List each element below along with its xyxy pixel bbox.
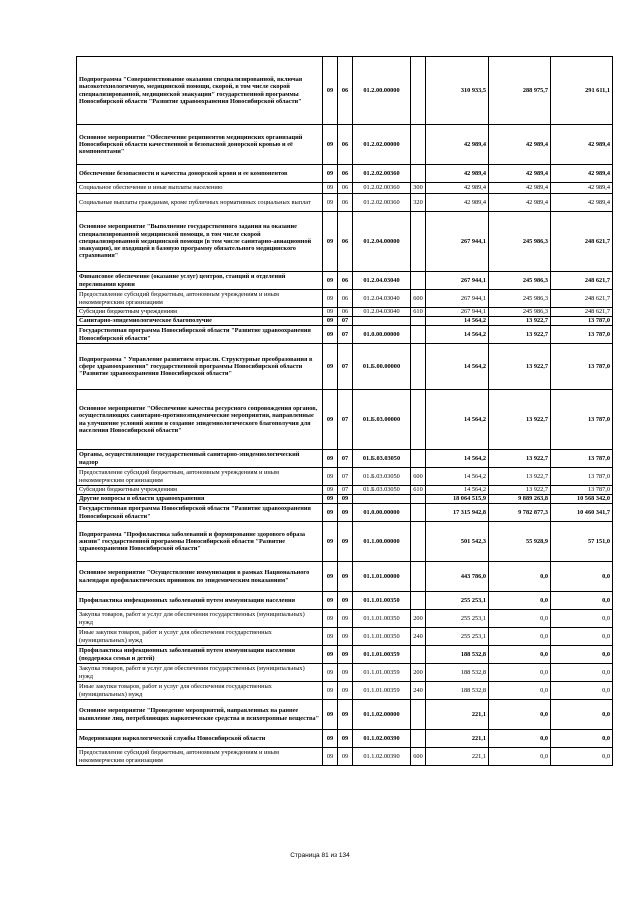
target-article-code: 01.2.02.00360 — [353, 183, 411, 194]
amount-year-1: 221,1 — [426, 730, 489, 748]
section-code: 09 — [323, 125, 338, 165]
target-article-code: 01.1.01.00350 — [353, 592, 411, 610]
expense-type-code — [411, 592, 426, 610]
expense-type-code: 300 — [411, 183, 426, 194]
amount-year-1: 42 989,4 — [426, 183, 489, 194]
subsection-code: 06 — [338, 194, 353, 212]
expense-type-code — [411, 272, 426, 290]
amount-year-1: 17 315 942,8 — [426, 504, 489, 522]
expense-type-code — [411, 390, 426, 450]
subsection-code: 09 — [338, 664, 353, 682]
section-code: 09 — [323, 646, 338, 664]
row-name: Модернизация наркологической службы Новосибирской области — [77, 730, 323, 748]
section-code: 09 — [323, 450, 338, 468]
section-code: 09 — [323, 504, 338, 522]
row-name: Социальное обеспечение и иные выплаты населению — [77, 183, 323, 194]
subsection-code: 06 — [338, 290, 353, 308]
amount-year-1: 255 253,1 — [426, 628, 489, 646]
section-code: 09 — [323, 748, 338, 766]
target-article-code: 01.2.04.00000 — [353, 212, 411, 272]
subsection-code: 09 — [338, 610, 353, 628]
subsection-code: 06 — [338, 165, 353, 183]
amount-year-2: 13 922,7 — [489, 390, 551, 450]
target-article-code: 01.1.01.00000 — [353, 562, 411, 592]
subsection-code: 06 — [338, 125, 353, 165]
amount-year-2: 13 922,7 — [489, 344, 551, 390]
section-code: 09 — [323, 628, 338, 646]
section-code: 09 — [323, 522, 338, 562]
section-code: 09 — [323, 592, 338, 610]
expense-type-code — [411, 212, 426, 272]
table-row — [77, 326, 613, 344]
table-row — [77, 194, 613, 212]
amount-year-2: 288 975,7 — [489, 57, 551, 125]
amount-year-3: 0,0 — [551, 628, 613, 646]
section-code: 09 — [323, 664, 338, 682]
target-article-code: 01.Б.03.00000 — [353, 390, 411, 450]
table-row — [77, 390, 613, 450]
amount-year-3: 0,0 — [551, 610, 613, 628]
amount-year-3: 291 611,1 — [551, 57, 613, 125]
row-name: Предоставление субсидий бюджетным, автономным учреждениям и иным некоммерческим организациям — [77, 748, 323, 766]
row-name: Государственная программа Новосибирской области "Развитие здравоохранения Новосибирской области" — [77, 504, 323, 522]
target-article-code: 01.1.01.00350 — [353, 628, 411, 646]
table-row — [77, 610, 613, 628]
amount-year-2: 42 989,4 — [489, 125, 551, 165]
amount-year-3: 0,0 — [551, 748, 613, 766]
section-code: 09 — [323, 326, 338, 344]
amount-year-2: 9 782 877,3 — [489, 504, 551, 522]
amount-year-3: 10 568 342,0 — [551, 495, 613, 504]
table-row — [77, 682, 613, 700]
amount-year-3: 13 787,0 — [551, 450, 613, 468]
row-name: Государственная программа Новосибирской области "Развитие здравоохранения Новосибирской области" — [77, 326, 323, 344]
row-name: Основное мероприятие "Проведение мероприятий, направленных на раннее выявление лиц, потребляющих наркотические средства и психотропные вещества" — [77, 700, 323, 730]
target-article-code: 01.1.02.00000 — [353, 700, 411, 730]
budget-table — [76, 56, 613, 766]
amount-year-2: 0,0 — [489, 628, 551, 646]
target-article-code: 01.2.02.00000 — [353, 125, 411, 165]
amount-year-2: 0,0 — [489, 730, 551, 748]
amount-year-3: 248 621,7 — [551, 212, 613, 272]
expense-type-code — [411, 165, 426, 183]
subsection-code: 09 — [338, 628, 353, 646]
section-code: 09 — [323, 610, 338, 628]
row-name: Субсидии бюджетным учреждениям — [77, 308, 323, 317]
target-article-code: 01.2.04.03040 — [353, 290, 411, 308]
subsection-code: 09 — [338, 504, 353, 522]
amount-year-3: 0,0 — [551, 646, 613, 664]
subsection-code: 07 — [338, 486, 353, 495]
target-article-code: 01.2.04.03040 — [353, 272, 411, 290]
amount-year-1: 221,1 — [426, 700, 489, 730]
amount-year-1: 14 564,2 — [426, 486, 489, 495]
table-row — [77, 700, 613, 730]
table-row — [77, 468, 613, 486]
section-code: 09 — [323, 308, 338, 317]
amount-year-1: 267 944,1 — [426, 308, 489, 317]
subsection-code: 07 — [338, 450, 353, 468]
table-row — [77, 272, 613, 290]
row-name: Подпрограмма "Профилактика заболеваний и формирование здорового образа жизни" государственной программы Новосибирской области "Развитие здравоохранения Новосибирской области" — [77, 522, 323, 562]
expense-type-code — [411, 317, 426, 326]
amount-year-2: 0,0 — [489, 646, 551, 664]
expense-type-code: 600 — [411, 748, 426, 766]
section-code: 09 — [323, 390, 338, 450]
target-article-code: 01.1.02.00390 — [353, 730, 411, 748]
target-article-code — [353, 317, 411, 326]
amount-year-2: 55 928,9 — [489, 522, 551, 562]
target-article-code: 01.Б.03.03050 — [353, 486, 411, 495]
subsection-code: 06 — [338, 272, 353, 290]
table-row — [77, 183, 613, 194]
amount-year-2: 0,0 — [489, 562, 551, 592]
amount-year-2: 245 986,3 — [489, 308, 551, 317]
subsection-code: 07 — [338, 317, 353, 326]
amount-year-1: 188 532,8 — [426, 682, 489, 700]
table-row — [77, 165, 613, 183]
amount-year-1: 221,1 — [426, 748, 489, 766]
table-row — [77, 628, 613, 646]
amount-year-2: 13 922,7 — [489, 326, 551, 344]
expense-type-code — [411, 562, 426, 592]
amount-year-1: 501 542,3 — [426, 522, 489, 562]
target-article-code: 01.Б.03.03050 — [353, 450, 411, 468]
table-row — [77, 308, 613, 317]
expense-type-code — [411, 646, 426, 664]
amount-year-2: 9 889 263,8 — [489, 495, 551, 504]
subsection-code: 09 — [338, 748, 353, 766]
table-row — [77, 57, 613, 125]
amount-year-3: 248 621,7 — [551, 290, 613, 308]
table-row — [77, 646, 613, 664]
amount-year-1: 18 064 515,9 — [426, 495, 489, 504]
target-article-code: 01.2.02.00360 — [353, 165, 411, 183]
amount-year-2: 0,0 — [489, 592, 551, 610]
target-article-code: 01.2.04.03040 — [353, 308, 411, 317]
amount-year-1: 267 944,1 — [426, 290, 489, 308]
amount-year-1: 14 564,2 — [426, 326, 489, 344]
amount-year-3: 0,0 — [551, 682, 613, 700]
subsection-code: 09 — [338, 646, 353, 664]
table-body — [77, 57, 613, 766]
subsection-code: 09 — [338, 682, 353, 700]
target-article-code: 01.1.00.00000 — [353, 522, 411, 562]
subsection-code: 09 — [338, 730, 353, 748]
table-row — [77, 450, 613, 468]
amount-year-2: 0,0 — [489, 664, 551, 682]
amount-year-3: 248 621,7 — [551, 308, 613, 317]
expense-type-code: 240 — [411, 628, 426, 646]
subsection-code: 07 — [338, 390, 353, 450]
section-code: 09 — [323, 194, 338, 212]
subsection-code: 07 — [338, 468, 353, 486]
expense-type-code: 200 — [411, 664, 426, 682]
amount-year-3: 42 989,4 — [551, 165, 613, 183]
row-name: Предоставление субсидий бюджетным, автономным учреждениям и иным некоммерческим организациям — [77, 290, 323, 308]
section-code: 09 — [323, 317, 338, 326]
section-code: 09 — [323, 730, 338, 748]
expense-type-code — [411, 522, 426, 562]
expense-type-code: 610 — [411, 486, 426, 495]
row-name: Основное мероприятие "Выполнение государственного задания на оказание специализированной медицинской помощи, в том числе скорой специализированной медицинской помощи (в том числе санитарно-авиационной эвакуации), не входящей в базовую программу обязательного медицинского страхования" — [77, 212, 323, 272]
expense-type-code — [411, 700, 426, 730]
table-row — [77, 562, 613, 592]
row-name: Основное мероприятие "Обеспечение качества ресурсного сопровождения органов, осуществляющих санитарно-противоэпидемические мероприятия, направленные на улучшение условий жизни и создание эпидемиологического благополучия для населения Новосибирской области" — [77, 390, 323, 450]
row-name: Санитарно-эпидемиологическое благополучие — [77, 317, 323, 326]
section-code: 09 — [323, 344, 338, 390]
amount-year-1: 267 944,1 — [426, 212, 489, 272]
target-article-code: 01.Б.03.03050 — [353, 468, 411, 486]
target-article-code: 01.1.01.00359 — [353, 682, 411, 700]
target-article-code: 01.0.00.00000 — [353, 504, 411, 522]
subsection-code: 09 — [338, 495, 353, 504]
subsection-code: 07 — [338, 344, 353, 390]
row-name: Предоставление субсидий бюджетным, автономным учреждениям и иным некоммерческим организациям — [77, 468, 323, 486]
table-row — [77, 290, 613, 308]
subsection-code: 09 — [338, 592, 353, 610]
target-article-code: 01.Б.00.00000 — [353, 344, 411, 390]
subsection-code: 09 — [338, 522, 353, 562]
amount-year-1: 443 786,0 — [426, 562, 489, 592]
section-code: 09 — [323, 212, 338, 272]
amount-year-3: 13 787,0 — [551, 317, 613, 326]
table-row — [77, 495, 613, 504]
table-row — [77, 748, 613, 766]
row-name: Подпрограмма " Управление развитием отрасли. Структурные преобразования в сфере здравоохранения" государственной программы Новосибирской области "Развитие здравоохранения Новосибирской области" — [77, 344, 323, 390]
amount-year-3: 248 621,7 — [551, 272, 613, 290]
expense-type-code: 200 — [411, 610, 426, 628]
row-name: Профилактика инфекционных заболеваний путем иммунизации населения (поддержка семьи и детей) — [77, 646, 323, 664]
subsection-code: 06 — [338, 183, 353, 194]
row-name: Иные закупки товаров, работ и услуг для обеспечения государственных (муниципальных) нужд — [77, 628, 323, 646]
amount-year-3: 0,0 — [551, 664, 613, 682]
section-code: 09 — [323, 468, 338, 486]
amount-year-1: 310 933,5 — [426, 57, 489, 125]
amount-year-3: 42 989,4 — [551, 125, 613, 165]
amount-year-1: 267 944,1 — [426, 272, 489, 290]
row-name: Профилактика инфекционных заболеваний путем иммунизации населения — [77, 592, 323, 610]
target-article-code: 01.1.01.00359 — [353, 664, 411, 682]
amount-year-3: 13 787,0 — [551, 344, 613, 390]
table-row — [77, 522, 613, 562]
row-name: Финансовое обеспечение (оказание услуг) центров, станций и отделений переливания крови — [77, 272, 323, 290]
row-name: Основное мероприятие "Осуществление иммунизации в рамках Национального календаря профилактических прививок по эпидемическим показаниям" — [77, 562, 323, 592]
subsection-code: 07 — [338, 326, 353, 344]
amount-year-2: 0,0 — [489, 748, 551, 766]
subsection-code: 09 — [338, 562, 353, 592]
table-row — [77, 125, 613, 165]
table-row — [77, 486, 613, 495]
subsection-code: 06 — [338, 57, 353, 125]
amount-year-3: 42 989,4 — [551, 183, 613, 194]
section-code: 09 — [323, 495, 338, 504]
amount-year-2: 13 922,7 — [489, 486, 551, 495]
amount-year-2: 42 989,4 — [489, 165, 551, 183]
expense-type-code — [411, 326, 426, 344]
table-row — [77, 212, 613, 272]
amount-year-1: 14 564,2 — [426, 450, 489, 468]
section-code: 09 — [323, 165, 338, 183]
section-code: 09 — [323, 272, 338, 290]
expense-type-code — [411, 125, 426, 165]
row-name: Закупка товаров, работ и услуг для обеспечения государственных (муниципальных) нужд — [77, 664, 323, 682]
amount-year-1: 14 564,2 — [426, 317, 489, 326]
target-article-code: 01.0.00.00000 — [353, 326, 411, 344]
amount-year-3: 0,0 — [551, 730, 613, 748]
table-row — [77, 317, 613, 326]
row-name: Органы, осуществляющие государственный санитарно-эпидемиологический надзор — [77, 450, 323, 468]
target-article-code: 01.1.01.00350 — [353, 610, 411, 628]
row-name: Основное мероприятие "Обеспечение реципиентов медицинских организаций Новосибирской области качественной и безопасной донорской кровью и её компонентами" — [77, 125, 323, 165]
target-article-code: 01.1.01.00359 — [353, 646, 411, 664]
amount-year-3: 13 787,0 — [551, 486, 613, 495]
table-row — [77, 730, 613, 748]
amount-year-2: 13 922,7 — [489, 468, 551, 486]
expense-type-code — [411, 495, 426, 504]
target-article-code: 01.2.00.00000 — [353, 57, 411, 125]
table-row — [77, 504, 613, 522]
amount-year-2: 13 922,7 — [489, 450, 551, 468]
expense-type-code — [411, 730, 426, 748]
section-code: 09 — [323, 486, 338, 495]
amount-year-1: 14 564,2 — [426, 468, 489, 486]
page-footer: Страница 81 из 134 — [290, 852, 350, 859]
amount-year-1: 255 253,1 — [426, 610, 489, 628]
amount-year-2: 245 986,3 — [489, 212, 551, 272]
amount-year-3: 13 787,0 — [551, 390, 613, 450]
section-code: 09 — [323, 57, 338, 125]
amount-year-1: 14 564,2 — [426, 344, 489, 390]
amount-year-2: 245 986,3 — [489, 272, 551, 290]
row-name: Подпрограмма "Совершенствование оказания специализированной, включая высокотехнологичную, медицинской помощи, скорой, в том числе скорой специализированной, медицинской эвакуации" государственной программы Новосибирской области "Развитие здравоохранения Новосибирской области" — [77, 57, 323, 125]
expense-type-code: 600 — [411, 290, 426, 308]
amount-year-3: 13 787,0 — [551, 326, 613, 344]
amount-year-2: 42 989,4 — [489, 183, 551, 194]
expense-type-code — [411, 504, 426, 522]
row-name: Субсидии бюджетным учреждениям — [77, 486, 323, 495]
target-article-code — [353, 495, 411, 504]
amount-year-1: 188 532,8 — [426, 664, 489, 682]
amount-year-2: 13 922,7 — [489, 317, 551, 326]
section-code: 09 — [323, 682, 338, 700]
row-name: Социальные выплаты гражданам, кроме публичных нормативных социальных выплат — [77, 194, 323, 212]
section-code: 09 — [323, 700, 338, 730]
amount-year-2: 245 986,3 — [489, 290, 551, 308]
expense-type-code: 240 — [411, 682, 426, 700]
expense-type-code — [411, 57, 426, 125]
amount-year-2: 0,0 — [489, 700, 551, 730]
subsection-code: 09 — [338, 700, 353, 730]
amount-year-2: 0,0 — [489, 610, 551, 628]
amount-year-3: 42 989,4 — [551, 194, 613, 212]
expense-type-code — [411, 450, 426, 468]
table-row — [77, 664, 613, 682]
amount-year-3: 10 460 341,7 — [551, 504, 613, 522]
amount-year-1: 42 989,4 — [426, 125, 489, 165]
amount-year-1: 42 989,4 — [426, 194, 489, 212]
amount-year-3: 0,0 — [551, 700, 613, 730]
section-code: 09 — [323, 183, 338, 194]
row-name: Обеспечение безопасности и качества донорской крови и ее компонентов — [77, 165, 323, 183]
expense-type-code: 610 — [411, 308, 426, 317]
row-name: Другие вопросы в области здравоохранения — [77, 495, 323, 504]
expense-type-code: 320 — [411, 194, 426, 212]
amount-year-3: 0,0 — [551, 592, 613, 610]
section-code: 09 — [323, 290, 338, 308]
row-name: Закупка товаров, работ и услуг для обеспечения государственных (муниципальных) нужд — [77, 610, 323, 628]
amount-year-3: 13 787,0 — [551, 468, 613, 486]
subsection-code: 06 — [338, 212, 353, 272]
expense-type-code — [411, 344, 426, 390]
row-name: Иные закупки товаров, работ и услуг для обеспечения государственных (муниципальных) нужд — [77, 682, 323, 700]
table-row — [77, 592, 613, 610]
target-article-code: 01.2.02.00360 — [353, 194, 411, 212]
table-row — [77, 344, 613, 390]
amount-year-1: 255 253,1 — [426, 592, 489, 610]
expense-type-code: 600 — [411, 468, 426, 486]
amount-year-3: 57 151,0 — [551, 522, 613, 562]
section-code: 09 — [323, 562, 338, 592]
amount-year-2: 42 989,4 — [489, 194, 551, 212]
amount-year-2: 0,0 — [489, 682, 551, 700]
target-article-code: 01.1.02.00390 — [353, 748, 411, 766]
amount-year-1: 14 564,2 — [426, 390, 489, 450]
amount-year-1: 188 532,8 — [426, 646, 489, 664]
amount-year-3: 0,0 — [551, 562, 613, 592]
subsection-code: 06 — [338, 308, 353, 317]
amount-year-1: 42 989,4 — [426, 165, 489, 183]
